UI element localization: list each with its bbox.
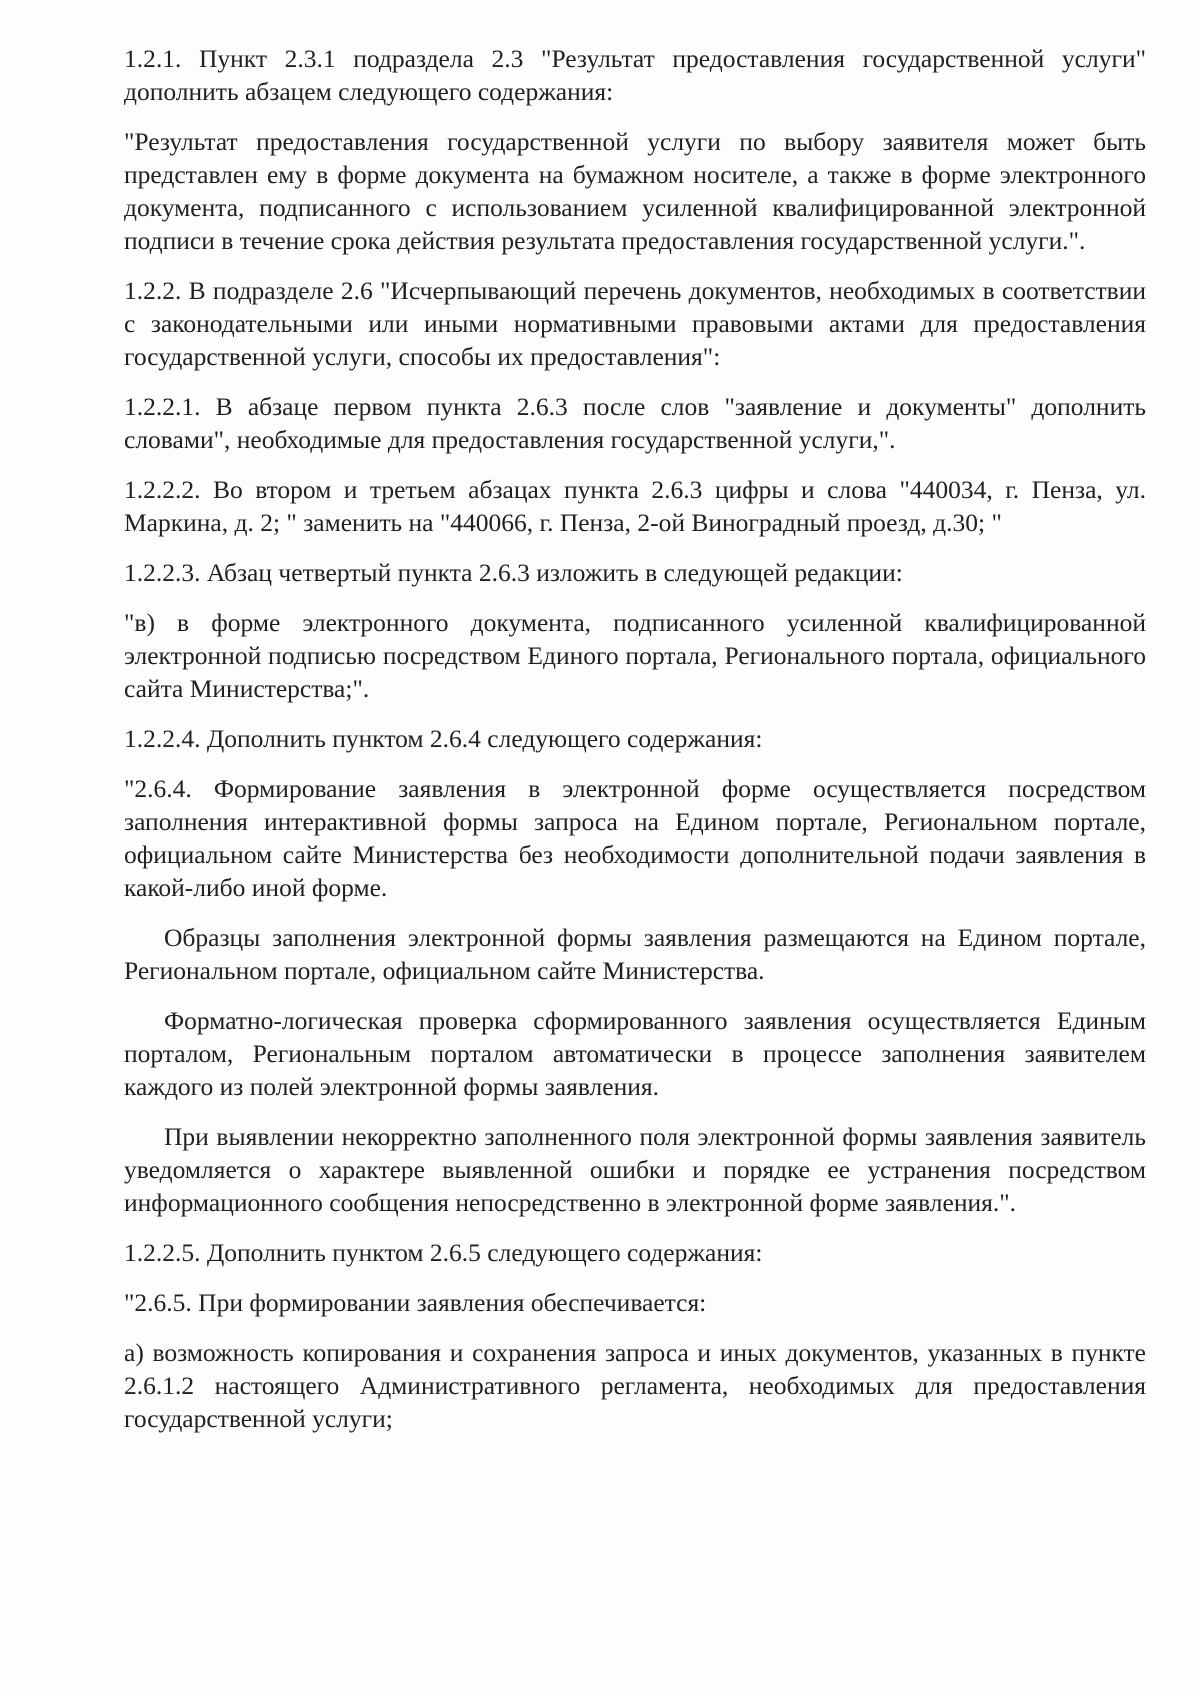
paragraph-1-2-2-4: 1.2.2.4. Дополнить пунктом 2.6.4 следующего содержания: <box>124 724 763 753</box>
paragraph-1-2-2-3: 1.2.2.3. Абзац четвертый пункта 2.6.3 изложить в следующей редакции: <box>124 558 903 587</box>
paragraph-1-2-2-1: 1.2.2.1. В абзаце первом пункта 2.6.3 после слов "заявление и документы" дополнить словами", необходимые для предоставления государственной услуги,". <box>124 392 1146 454</box>
paragraph-2-6-5: "2.6.5. При формировании заявления обеспечивается: <box>124 1288 707 1317</box>
paragraph-1-2-1: 1.2.1. Пункт 2.3.1 подраздела 2.3 "Результат предоставления государственной услуги" дополнить абзацем следующего содержания: <box>124 44 1146 106</box>
paragraph-1-2-2-2: 1.2.2.2. Во втором и третьем абзацах пункта 2.6.3 цифры и слова "440034, г. Пенза, ул. Маркина, д. 2; " заменить на "440066, г. Пенза, 2-ой Виноградный проезд, д.30; " <box>124 475 1146 537</box>
paragraph-result-text: "Результат предоставления государственной услуги по выбору заявителя может быть представлен ему в форме документа на бумажном носителе, а также в форме электронного документа, подписанного с использованием усиленной квалифицированной электронной подписи в течение срока действия результата предоставления государственной услуги.". <box>124 127 1146 255</box>
paragraph-item-v: "в) в форме электронного документа, подписанного усиленной квалифицированной электронной подписью посредством Единого портала, Регионального портала, официального сайта Министерства;". <box>124 608 1146 703</box>
paragraph-item-a: а) возможность копирования и сохранения запроса и иных документов, указанных в пункте 2.6.1.2 настоящего Административного регламента, необходимых для предоставления государственной услуги; <box>124 1338 1146 1433</box>
paragraph-samples: Образцы заполнения электронной формы заявления размещаются на Едином портале, Региональном портале, официальном сайте Министерства. <box>124 923 1146 985</box>
paragraph-1-2-2-5: 1.2.2.5. Дополнить пунктом 2.6.5 следующего содержания: <box>124 1238 763 1267</box>
document-body <box>124 42 1146 1452</box>
paragraph-format-check: Форматно-логическая проверка сформированного заявления осуществляется Единым порталом, Региональным порталом автоматически в процессе заполнения заявителем каждого из полей электронной формы заявления. <box>124 1006 1146 1101</box>
paragraph-error-notice: При выявлении некорректно заполненного поля электронной формы заявления заявитель уведомляется о характере выявленной ошибки и порядке ее устранения посредством информационного сообщения непосредственно в электронной форме заявления.". <box>124 1122 1146 1217</box>
paragraph-1-2-2: 1.2.2. В подразделе 2.6 "Исчерпывающий перечень документов, необходимых в соответствии с законодательными или иными нормативными правовыми актами для предоставления государственной услуги, способы их предоставления": <box>124 276 1146 371</box>
paragraph-2-6-4: "2.6.4. Формирование заявления в электронной форме осуществляется посредством заполнения интерактивной формы запроса на Едином портале, Региональном портале, официальном сайте Министерства без необходимости дополнительной подачи заявления в какой-либо иной форме. <box>124 774 1146 902</box>
